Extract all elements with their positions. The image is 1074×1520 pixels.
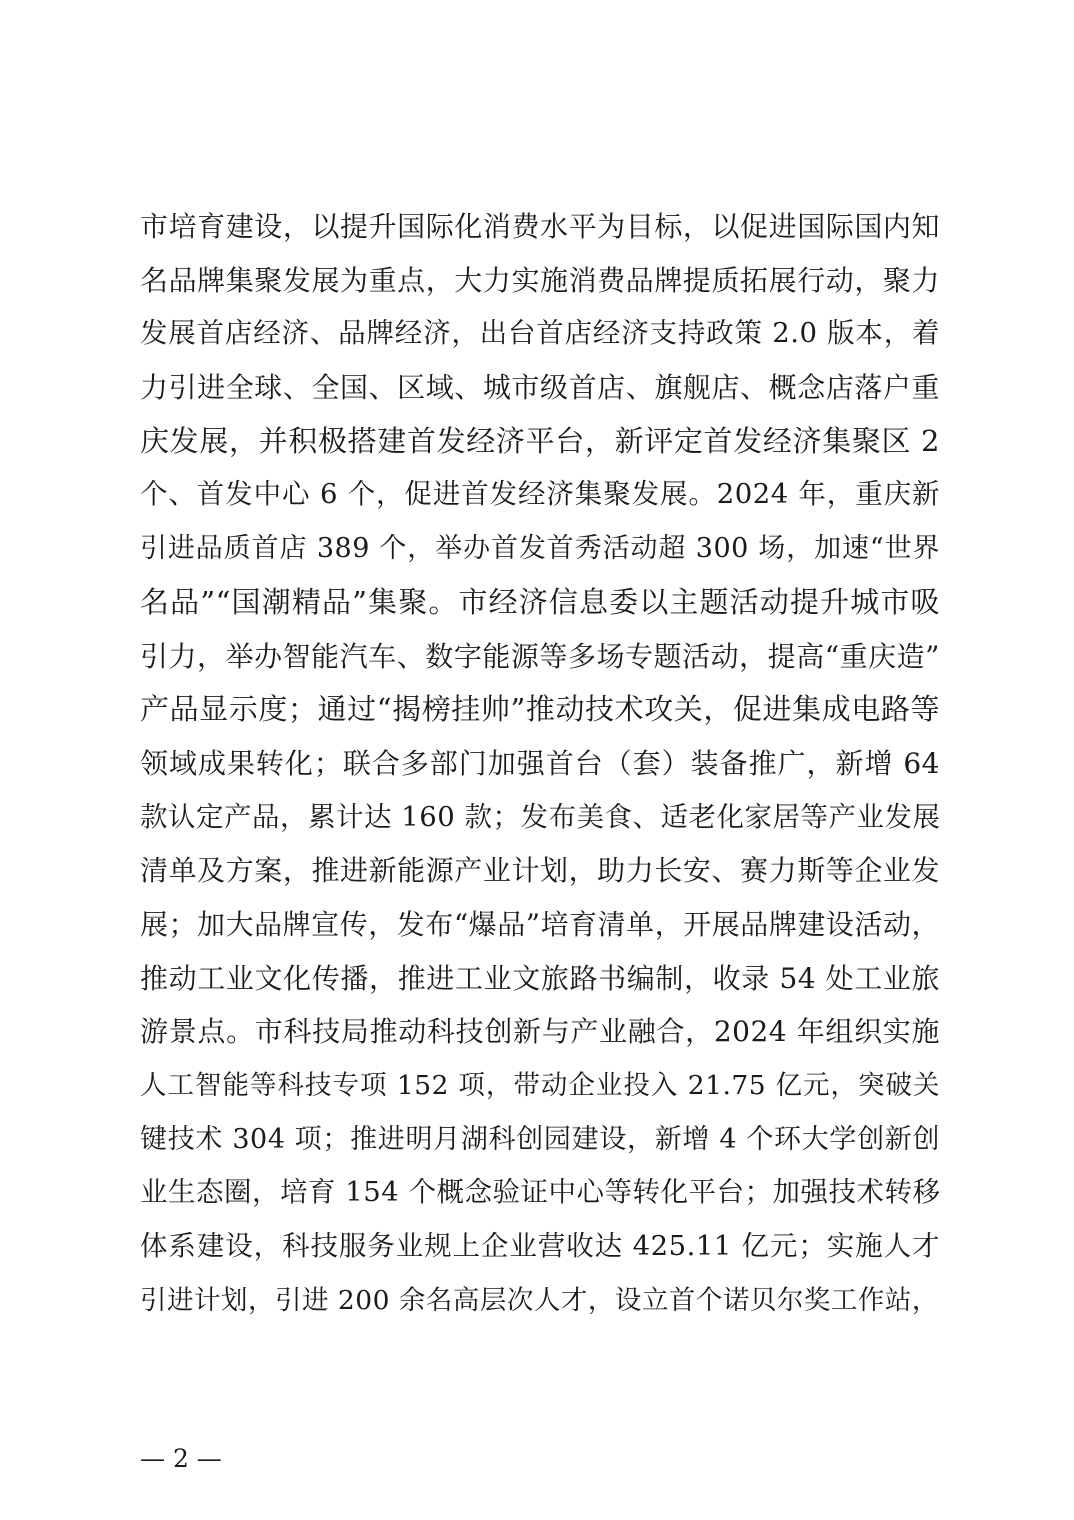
text-line: 体系建设，科技服务业规上企业营收达 425.11 亿元；实施人才 [140,1230,940,1263]
text-line: 引进品质首店 389 个，举办首发首秀活动超 300 场，加速“世界 [140,533,940,565]
text-line: 产品显示度；通过“揭榜挂帅”推动技术攻关，促进集成电路等 [140,692,940,727]
text-line: 人工智能等科技专项 152 项，带动企业投入 21.75 亿元，突破关 [140,1070,940,1101]
text-line: 个、首发中心 6 个，促进首发经济集聚发展。2024 年，重庆新 [140,478,940,511]
page-number: — 2 — [140,1444,222,1473]
text-line: 业生态圈，培育 154 个概念验证中心等转化平台；加强技术转移 [140,1176,941,1209]
text-line: 名品牌集聚发展为重点，大力实施消费品牌提质拓展行动，聚力 [140,263,940,297]
text-line: 发展首店经济、品牌经济，出台首店经济支持政策 2.0 版本，着 [140,317,940,350]
text-line: 庆发展，并积极搭建首发经济平台，新评定首发经济集聚区 2 [140,423,940,458]
body-paragraph [140,200,940,1327]
text-line: 领域成果转化；联合多部门加强首台（套）装备推广，新增 64 [140,746,940,780]
text-line: 引进计划，引进 200 余名高层次人才，设立首个诺贝尔奖工作站， [140,1284,939,1316]
text-line: 市培育建设，以提升国际化消费水平为目标，以促进国际国内知 [140,210,940,243]
text-line: 展；加大品牌宣传，发布“爆品”培育清单，开展品牌建设活动， [140,907,940,941]
text-line: 力引进全球、全国、区域、城市级首店、旗舰店、概念店落户重 [140,371,940,405]
text-line: 游景点。市科技局推动科技创新与产业融合，2024 年组织实施 [140,1015,940,1049]
text-line: 名品”“国潮精品”集聚。市经济信息委以主题活动提升城市吸 [140,584,940,619]
text-line: 款认定产品，累计达 160 款；发布美食、适老化家居等产业发展 [140,800,941,833]
text-line: 键技术 304 项；推进明月湖科创园建设，新增 4 个环大学创新创 [140,1123,940,1155]
text-line: 推动工业文化传播，推进工业文旅路书编制，收录 54 处工业旅 [140,961,940,995]
text-line: 引力，举办智能汽车、数字能源等多场专题活动，提高“重庆造” [140,639,940,673]
text-line: 清单及方案，推进新能源产业计划，助力长安、赛力斯等企业发 [140,854,940,888]
